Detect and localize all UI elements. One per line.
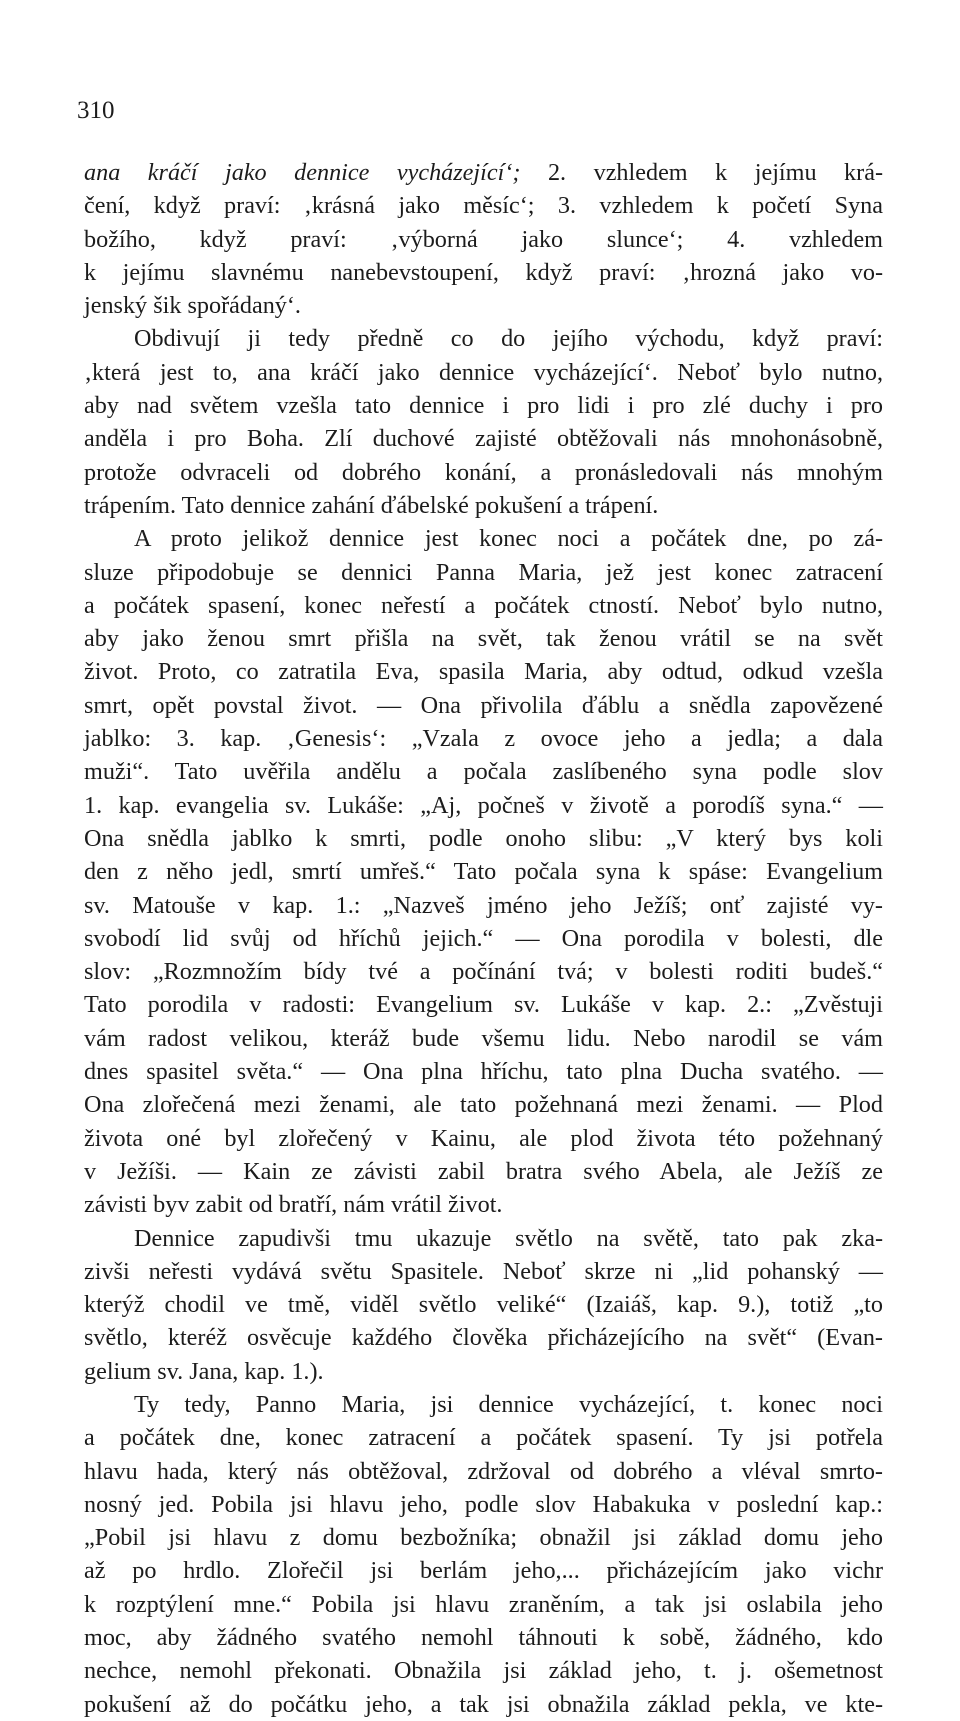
- text-line-13: sluze připodobuje se dennici Panna Maria, jež jest konec zatracení: [84, 558, 883, 586]
- page-number: 310: [77, 97, 115, 124]
- text-line-44: k rozptýlení mne.“ Pobila jsi hlavu zraněním, a tak jsi oslabila jeho: [84, 1590, 883, 1618]
- text-line-26: Tato porodila v radosti: Evangelium sv. Lukáše v kap. 2.: „Zvěstuji: [84, 991, 883, 1019]
- body-text: [84, 156, 883, 1721]
- text-line-17: smrt, opět povstal život. — Ona přivolila ďáblu a snědla zapovězené: [84, 691, 883, 719]
- text-line-9: anděla i pro Boha. Zlí duchové zajisté obtěžovali nás mnohonásobně,: [84, 425, 883, 453]
- text-line-42: „Pobil jsi hlavu z domu bezbožníka; obnažil jsi základ domu jeho: [84, 1524, 883, 1552]
- text-line-32: závisti byv zabit od bratří, nám vrátil život.: [84, 1191, 503, 1219]
- text-line-5: jenský šik spořádaný‘.: [84, 292, 301, 320]
- text-line-31: v Ježíši. — Kain ze závisti zabil bratra svého Abela, ale Ježíš ze: [84, 1157, 883, 1185]
- text-line-8: aby nad světem vzešla tato dennice i pro lidi i pro zlé duchy i pro: [84, 392, 883, 420]
- text-line-46: nechce, nemohl překonati. Obnažila jsi základ jeho, t. j. ošemetnost: [84, 1657, 883, 1685]
- text-line-4: k jejímu slavnému nanebevstoupení, když praví: ‚hrozná jako vo-: [84, 258, 883, 286]
- text-span: 2. vzhledem k jejímu krá-: [520, 159, 883, 186]
- text-line-10: protože odvraceli od dobrého konání, a pronásledovali nás mnohým: [84, 458, 883, 486]
- text-line-25: slov: „Rozmnožím bídy tvé a počínání tvá; v bolesti roditi budeš.“: [84, 958, 883, 986]
- text-line-18: jablko: 3. kap. ‚Genesis‘: „Vzala z ovoce jeho a jedla; a dala: [84, 725, 883, 753]
- text-line-39: a počátek dne, konec zatracení a počátek spasení. Ty jsi potřela: [84, 1424, 883, 1452]
- text-line-40: hlavu hada, který nás obtěžoval, zdržoval od dobrého a vléval smrto-: [84, 1457, 883, 1485]
- text-line-28: dnes spasitel světa.“ — Ona plna hříchu, tato plna Ducha svatého. —: [84, 1058, 883, 1086]
- text-line-38: Ty tedy, Panno Maria, jsi dennice vycházející, t. konec noci: [134, 1390, 883, 1418]
- text-line-3: božího, když praví: ‚výborná jako slunce‘; 4. vzhledem: [84, 225, 883, 253]
- text-line-23: sv. Matouše v kap. 1.: „Nazveš jméno jeho Ježíš; onť zajisté vy-: [84, 891, 883, 919]
- text-line-24: svobodí lid svůj od hříchů jejich.“ — Ona porodila v bolesti, dle: [84, 924, 883, 952]
- text-line-19: muži“. Tato uvěřila andělu a počala zaslíbeného syna podle slov: [84, 758, 883, 786]
- text-line-12: A proto jelikož dennice jest konec noci a počátek dne, po zá-: [134, 525, 883, 553]
- text-line-47: pokušení až do počátku jeho, a tak jsi obnažila základ pekla, ve kte-: [84, 1690, 883, 1718]
- text-line-35: kterýž chodil ve tmě, viděl světlo veliké“ (Izaiáš, kap. 9.), totiž „to: [84, 1291, 883, 1319]
- text-line-37: gelium sv. Jana, kap. 1.).: [84, 1357, 324, 1385]
- text-line-14: a počátek spasení, konec neřestí a počátek ctností. Neboť bylo nutno,: [84, 591, 883, 619]
- italic-quote: ana kráčí jako dennice vycházející‘;: [84, 159, 521, 186]
- text-line-22: den z něho jedl, smrtí umřeš.“ Tato počala syna k spáse: Evangelium: [84, 858, 883, 886]
- text-line-36: světlo, kteréž osvěcuje každého člověka přicházejícího na svět“ (Evan-: [84, 1324, 883, 1352]
- text-line-6: Obdivují ji tedy předně co do jejího východu, když praví:: [134, 325, 883, 353]
- text-line-7: ‚která jest to, ana kráčí jako dennice vycházející‘. Neboť bylo nutno,: [84, 358, 883, 386]
- text-line-45: moc, aby žádného svatého nemohl táhnouti k sobě, žádného, kdo: [84, 1624, 883, 1652]
- text-line-30: života oné byl zlořečený v Kainu, ale plod života této požehnaný: [84, 1124, 883, 1152]
- text-line-15: aby jako ženou smrt přišla na svět, tak ženou vrátil se na svět: [84, 625, 883, 653]
- text-line-16: život. Proto, co zatratila Eva, spasila Maria, aby odtud, odkud vzešla: [84, 658, 883, 686]
- text-line-41: nosný jed. Pobila jsi hlavu jeho, podle slov Habakuka v poslední kap.:: [84, 1490, 883, 1518]
- text-line-1: [84, 156, 883, 189]
- text-line-43: až po hrdlo. Zlořečil jsi berlám jeho,... přicházejícím jako vichr: [84, 1557, 883, 1585]
- text-line-33: Dennice zapudivši tmu ukazuje světlo na světě, tato pak zka-: [134, 1224, 883, 1252]
- text-line-29: Ona zlořečená mezi ženami, ale tato požehnaná mezi ženami. — Plod: [84, 1091, 883, 1119]
- text-line-20: 1. kap. evangelia sv. Lukáše: „Aj, počneš v životě a porodíš syna.“ —: [84, 791, 883, 819]
- text-line-11: trápením. Tato dennice zahání ďábelské pokušení a trápení.: [84, 491, 659, 519]
- text-line-27: vám radost velikou, kteráž bude všemu lidu. Nebo narodil se vám: [84, 1024, 883, 1052]
- text-line-2: čení, když praví: ‚krásná jako měsíc‘; 3. vzhledem k početí Syna: [84, 192, 883, 220]
- text-line-21: Ona snědla jablko k smrti, podle onoho slibu: „V který bys koli: [84, 824, 883, 852]
- text-line-34: zivši neřesti vydává světu Spasitele. Neboť skrze ni „lid pohanský —: [84, 1257, 883, 1285]
